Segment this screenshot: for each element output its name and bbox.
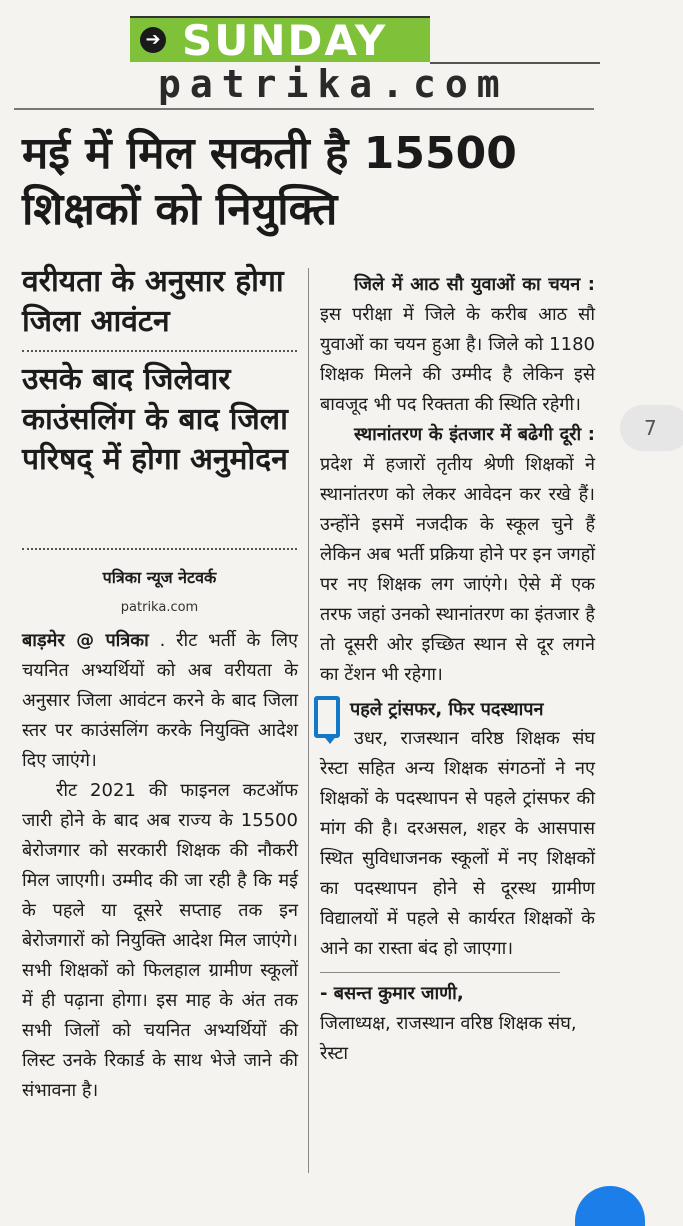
sunday-banner [130, 16, 430, 65]
section-transfer [320, 696, 595, 724]
site-logo: patrika.com [158, 62, 509, 106]
right-column [320, 270, 595, 1069]
block-2-body: प्रदेश में हजारों तृतीय श्रेणी शिक्षकों ने स्थानांतरण को लेकर आवेदन कर रखे हैं। उन्होंने इसमें नजदीक के स्कूल चुने हैं लेकिन अब भर्ती प्रक्रिया होने पर इन जगहों पर नए शिक्षक लग जाएंगे। ऐसे में एक तरफ जहां उनको स्थानांतरण का इंतजार है तो दूसरी ओर इच्छित स्थान से दूर लगने का टेंशन भी रहेगा। [320, 454, 595, 685]
dateline: बाड़मेर @ पत्रिका [22, 630, 149, 651]
floating-action-button[interactable] [575, 1186, 645, 1226]
masthead [130, 12, 600, 112]
left-column [22, 626, 298, 1106]
masthead-divider [14, 108, 594, 110]
paragraph-1 [22, 626, 298, 776]
column-divider [308, 268, 309, 1173]
byline-agency: पत्रिका न्यूज नेटवर्क [102, 568, 217, 587]
block-1-body: इस परीक्षा में जिले के करीब आठ सौ युवाओं का चयन हुआ है। जिले को 1180 शिक्षक मिलने की उम्मीद है लेकिन इसे बावजूद भी पद रिक्तता की स्थिति रहेगी। [320, 304, 595, 415]
speech-bubble-icon [314, 696, 340, 738]
dotted-divider-1 [22, 350, 297, 352]
block-1-title: जिले में आठ सौ युवाओं का चयन : [354, 274, 595, 295]
quote-author: - बसन्त कुमार जाणी, [320, 983, 464, 1004]
quote-role: जिलाध्यक्ष, राजस्थान वरिष्ठ शिक्षक संघ, रेस्टा [320, 1013, 577, 1064]
paragraph-1-text: . रीट भर्ती के लिए चयनित अभ्यर्थियों को अब वरीयता के अनुसार जिला आवंटन करने के बाद जिला स्तर पर काउंसलिंग करके नियुक्ति आदेश दिए जाएंगे। [22, 630, 298, 771]
page-number-badge[interactable]: 7 [620, 405, 683, 451]
section-title: पहले ट्रांसफर, फिर पदस्थापन [350, 699, 544, 720]
block-2 [320, 420, 595, 690]
paragraph-2: रीट 2021 की फाइनल कटऑफ जारी होने के बाद अब राज्य के 15500 बेरोजगार को सरकारी शिक्षक की नौकरी मिल जाएगी। उम्मीद की जा रही है कि मई के पहले या दूसरे सप्ताह तक इन बेरोजगारों को नियुक्ति आदेश मिल जाएंगे। सभी शिक्षकों को फिलहाल ग्रामीण स्कूलों में ही पढ़ाना होगा। इस माह के अंत तक सभी जिलों को चयनित अभ्यर्थियों की लिस्ट उनके रिकार्ड के साथ भेजे जाने की संभावना है। [22, 780, 298, 1101]
sunday-label: SUNDAY [182, 16, 388, 65]
subheadline-1: वरीयता के अनुसार होगा जिला आवंटन [22, 264, 284, 339]
headline: मई में मिल सकती है 15500 शिक्षकों को नियुक्ति [22, 128, 517, 235]
byline-website: patrika.com [120, 600, 199, 615]
block-2-title: स्थानांतरण के इंतजार में बढेगी दूरी : [354, 424, 595, 445]
block-1 [320, 270, 595, 420]
subheadline-2: उसके बाद जिलेवार काउंसलिंग के बाद जिला परिषद् में होगा अनुमोदन [22, 362, 288, 477]
dotted-divider-2 [22, 548, 297, 550]
quote-divider [320, 972, 560, 973]
arrow-right-icon: ➔ [140, 27, 166, 53]
section-body: उधर, राजस्थान वरिष्ठ शिक्षक संघ रेस्टा सहित अन्य शिक्षक संगठनों ने नए शिक्षकों के पदस्थापन से पहले ट्रांसफर की मांग की है। दरअसल, शहर के आसपास स्थित सुविधाजनक स्कूलों में नए शिक्षकों का पदस्थापन होने से दूरस्थ ग्रामीण विद्यालयों में पहले से कार्यरत शिक्षकों के आने का रास्ता बंद हो जाएगा। [320, 728, 595, 959]
